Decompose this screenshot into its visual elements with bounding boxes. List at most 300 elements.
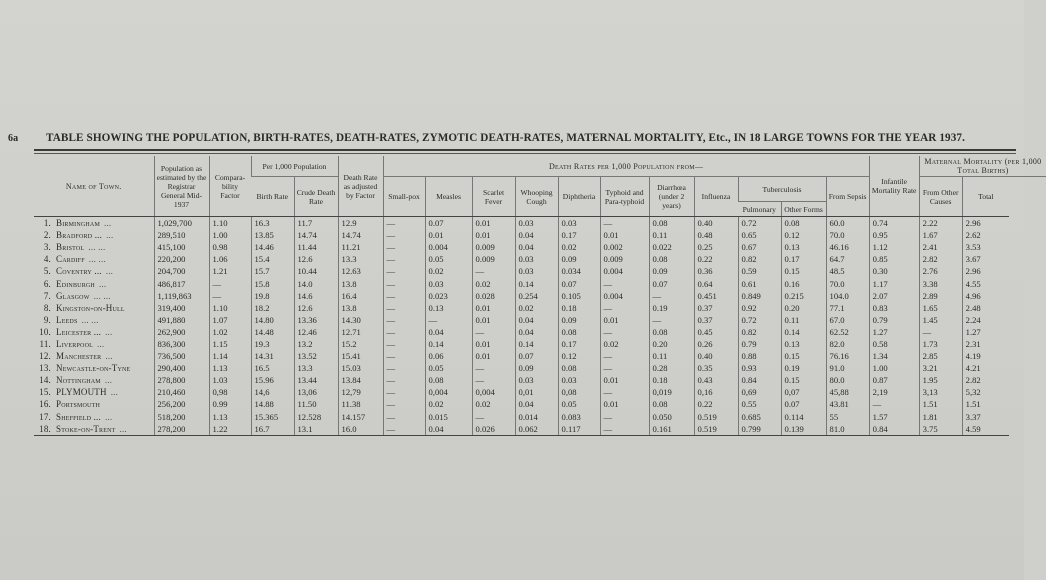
cell-typhoid: — [600,411,649,423]
cell-birth: 15.365 [251,411,294,423]
cell-birth: 15.8 [251,277,294,289]
cell-whooping: 0.04 [515,229,558,241]
cell-measles: 0.04 [425,423,472,436]
cell-factor: 1.06 [209,253,251,265]
cell-influenza: 0.64 [694,277,738,289]
cell-smallpox: — [383,265,425,277]
cell-pop: 262,900 [154,326,209,338]
cell-birth: 16.3 [251,217,294,230]
cell-crude: 14.6 [294,290,338,302]
cell-infantile: 64.7 [826,253,869,265]
leader-dots: ... [96,338,105,349]
cell-diphtheria: 0.02 [558,241,600,253]
cell-pulmonary: 0.65 [738,229,781,241]
cell-influenza: 0,16 [694,386,738,398]
cell-pop: 256,200 [154,398,209,410]
cell-sepsis: 0.95 [869,229,919,241]
cell-whooping: 0.09 [515,362,558,374]
town-name: Leeds [56,314,78,325]
cell-pulmonary: 0.685 [738,411,781,423]
cell-diphtheria: 0.09 [558,314,600,326]
cell-scarlet: — [472,411,515,423]
cell-other: 0.12 [781,229,826,241]
cell-infantile: 70.0 [826,229,869,241]
cell-whooping: 0.03 [515,253,558,265]
row-number: 9. [43,314,51,325]
town-name: Leicester ... [56,326,102,337]
cell-infantile: 77.1 [826,302,869,314]
cell-crude: 13.3 [294,362,338,374]
town-name-cell [34,302,154,314]
cell-scarlet: — [472,362,515,374]
cell-smallpox: — [383,253,425,265]
cell-other-causes: 3.21 [919,362,962,374]
row-number: 8. [43,302,51,313]
cell-sepsis: 2.07 [869,290,919,302]
row-number: 15. [39,387,51,398]
cell-diphtheria: 0.083 [558,411,600,423]
town-name: Liverpool [56,338,93,349]
leader-dots: ... [105,351,113,362]
cell-measles: 0,004 [425,386,472,398]
leader-dots: ... [119,423,127,434]
cell-whooping: 0.02 [515,302,558,314]
header-whooping: Whooping Cough [515,177,558,217]
cell-crude: 12.6 [294,253,338,265]
cell-smallpox: — [383,229,425,241]
table-row [34,241,1046,253]
cell-sepsis: 0.87 [869,374,919,386]
cell-diarrhoea: 0,019 [649,386,694,398]
cell-smallpox: — [383,374,425,386]
row-number: 11. [39,338,51,349]
header-influenza: Influenza [694,177,738,217]
cell-adjusted: 16.4 [338,290,383,302]
town-name: Cardiff [56,254,85,265]
cell-infantile: 46.16 [826,241,869,253]
cell-adjusted: 11.38 [338,398,383,410]
cell-smallpox: — [383,277,425,289]
cell-birth: 19.3 [251,338,294,350]
cell-sepsis: 0.85 [869,253,919,265]
cell-measles: 0.04 [425,326,472,338]
row-number: 1. [43,218,51,229]
cell-scarlet: 0.01 [472,338,515,350]
cell-typhoid: 0.01 [600,374,649,386]
cell-pop: 736,500 [154,350,209,362]
cell-pulmonary: 0.79 [738,338,781,350]
cell-sepsis: 0.30 [869,265,919,277]
row-number: 12. [39,351,51,362]
cell-influenza: 0.22 [694,253,738,265]
cell-typhoid: 0.009 [600,253,649,265]
header-smallpox: Small-pox [383,177,425,217]
cell-whooping: 0.03 [515,374,558,386]
cell-other: 0.20 [781,302,826,314]
cell-birth: 13.85 [251,229,294,241]
cell-scarlet: 0.02 [472,398,515,410]
cell-other: 0.139 [781,423,826,436]
cell-other: 0,07 [781,386,826,398]
cell-factor: 1.10 [209,302,251,314]
cell-adjusted: 14.30 [338,314,383,326]
cell-measles: 0.08 [425,374,472,386]
town-name-cell [34,253,154,265]
cell-diphtheria: 0,08 [558,386,600,398]
cell-factor: 0.99 [209,398,251,410]
cell-adjusted: 16.0 [338,423,383,436]
cell-whooping: 0.03 [515,217,558,230]
town-name-cell [34,398,154,410]
cell-factor: 1.07 [209,314,251,326]
cell-total: 2.82 [962,374,1009,386]
cell-birth: 18.2 [251,302,294,314]
cell-influenza: 0.519 [694,423,738,436]
cell-typhoid: — [600,277,649,289]
cell-birth: 19.8 [251,290,294,302]
cell-other: 0.17 [781,253,826,265]
row-number: 10. [39,326,51,337]
header-measles: Measles [425,177,472,217]
header-scarlet: Scarlet Fever [472,177,515,217]
cell-pop: 220,200 [154,253,209,265]
cell-whooping: 0.014 [515,411,558,423]
cell-factor: 1.13 [209,362,251,374]
cell-factor: 1.10 [209,217,251,230]
town-name-cell [34,362,154,374]
header-pulmonary: Pulmonary [738,202,781,217]
cell-crude: 12.528 [294,411,338,423]
cell-smallpox: — [383,362,425,374]
cell-typhoid: 0.02 [600,338,649,350]
cell-influenza: 0.26 [694,338,738,350]
header-total: Total [962,177,1009,217]
cell-typhoid: 0.01 [600,229,649,241]
table-row [34,229,1046,241]
cell-other-causes: 3,13 [919,386,962,398]
cell-infantile: 60.0 [826,217,869,230]
cell-diarrhoea: 0.08 [649,217,694,230]
cell-pulmonary: 0.72 [738,217,781,230]
table-row [34,265,1046,277]
leader-dots: ... [104,218,112,229]
cell-influenza: 0.40 [694,350,738,362]
cell-sepsis: 0.83 [869,302,919,314]
table-row [34,374,1046,386]
cell-infantile: 81.0 [826,423,869,436]
leader-dots: ... ... [93,290,111,301]
cell-adjusted: 12.63 [338,265,383,277]
leader-dots: ... ... [88,254,106,265]
cell-other-causes: 1.81 [919,411,962,423]
cell-diphtheria: 0.08 [558,326,600,338]
town-name-cell [34,374,154,386]
town-name: Kingston-on-Hull [56,302,125,313]
header-diphtheria: Diphtheria [558,177,600,217]
cell-diarrhoea: 0.18 [649,374,694,386]
cell-other: 0.07 [781,398,826,410]
cell-factor: — [209,290,251,302]
cell-pop: 415,100 [154,241,209,253]
town-name: Birmingham [56,218,101,229]
cell-infantile: 104.0 [826,290,869,302]
cell-total: 4.21 [962,362,1009,374]
cell-scarlet: 0,004 [472,386,515,398]
table-row [34,302,1046,314]
cell-other-causes: 2.22 [919,217,962,230]
table-row [34,398,1046,410]
cell-pop: 486,817 [154,277,209,289]
cell-whooping: 0.04 [515,326,558,338]
cell-influenza: 0.22 [694,398,738,410]
row-number: 18. [39,423,51,434]
cell-pulmonary: 0.59 [738,265,781,277]
cell-other-causes: 1.51 [919,398,962,410]
cell-pop: 210,460 [154,386,209,398]
cell-diphtheria: 0.18 [558,302,600,314]
cell-diarrhoea: 0.20 [649,338,694,350]
cell-crude: 14.0 [294,277,338,289]
cell-measles: — [425,314,472,326]
cell-scarlet: 0.009 [472,241,515,253]
cell-total: 2.31 [962,338,1009,350]
cell-sepsis: 1.17 [869,277,919,289]
town-name: Glasgow [56,290,90,301]
cell-influenza: 0.37 [694,302,738,314]
cell-scarlet: — [472,265,515,277]
header-per-1000: Per 1,000 Population [251,156,338,177]
cell-factor: 1.15 [209,338,251,350]
cell-other-causes: 1.65 [919,302,962,314]
cell-sepsis: 1.57 [869,411,919,423]
town-name-cell [34,229,154,241]
cell-birth: 15.96 [251,374,294,386]
cell-adjusted: 14.157 [338,411,383,423]
cell-whooping: 0.03 [515,265,558,277]
header-maternal-group: Maternal Mortality (per 1,000 Total Births) [919,156,1046,177]
cell-whooping: 0.07 [515,350,558,362]
cell-scarlet: 0.01 [472,302,515,314]
cell-total: 5,32 [962,386,1009,398]
cell-crude: 13.44 [294,374,338,386]
cell-measles: 0.06 [425,350,472,362]
row-number: 13. [39,363,51,374]
header-diarrhoea: Diarrhœa (under 2 years) [649,177,694,217]
cell-other: 0.15 [781,265,826,277]
cell-diarrhoea: 0.08 [649,326,694,338]
cell-total: 2.62 [962,229,1009,241]
cell-adjusted: 15.03 [338,362,383,374]
town-name-cell [34,217,154,230]
leader-dots: ... [104,375,113,386]
cell-scarlet: 0.028 [472,290,515,302]
table-row [34,386,1046,398]
cell-diarrhoea: 0.11 [649,229,694,241]
cell-total: 2.96 [962,217,1009,230]
cell-smallpox: — [383,326,425,338]
cell-scarlet: 0.026 [472,423,515,436]
cell-diphtheria: 0.105 [558,290,600,302]
town-name: Bradford ... [56,230,103,241]
cell-pulmonary: 0.67 [738,241,781,253]
row-number: 4. [43,254,51,265]
cell-other-causes: 1.67 [919,229,962,241]
cell-crude: 12.46 [294,326,338,338]
cell-smallpox: — [383,398,425,410]
cell-pulmonary: 0.88 [738,350,781,362]
row-number: 2. [43,230,51,241]
cell-scarlet: 0.01 [472,350,515,362]
table-row [34,253,1046,265]
cell-influenza: 0.43 [694,374,738,386]
cell-crude: 14.74 [294,229,338,241]
table-row [34,217,1046,230]
cell-pop: 290,400 [154,362,209,374]
cell-factor: 1.14 [209,350,251,362]
cell-pop: 518,200 [154,411,209,423]
cell-pulmonary: 0.799 [738,423,781,436]
cell-measles: 0.02 [425,265,472,277]
leader-dots: ... [106,230,114,241]
cell-total: 1.51 [962,398,1009,410]
cell-measles: 0.05 [425,253,472,265]
cell-typhoid: 0.004 [600,290,649,302]
row-number: 14. [39,375,51,386]
cell-infantile: 80.0 [826,374,869,386]
cell-total: 4.55 [962,277,1009,289]
cell-diphtheria: 0.08 [558,362,600,374]
town-name-cell [34,277,154,289]
cell-infantile: 76.16 [826,350,869,362]
cell-smallpox: — [383,302,425,314]
header-comparability: Compara-bility Factor [209,156,251,217]
cell-smallpox: — [383,290,425,302]
cell-diphtheria: 0.07 [558,277,600,289]
cell-birth: 14.46 [251,241,294,253]
cell-typhoid: — [600,350,649,362]
cell-crude: 12.6 [294,302,338,314]
cell-whooping: 0.14 [515,277,558,289]
town-name: Bristol [56,242,85,253]
cell-sepsis: 2,19 [869,386,919,398]
cell-other: 0.15 [781,374,826,386]
cell-whooping: 0.254 [515,290,558,302]
town-name-cell [34,386,154,398]
cell-whooping: 0.04 [515,398,558,410]
cell-factor: 1.21 [209,265,251,277]
cell-measles: 0.004 [425,241,472,253]
cell-diarrhoea: 0.08 [649,398,694,410]
cell-typhoid: — [600,302,649,314]
header-adjusted-death: Death Rate as adjusted by Factor [338,156,383,217]
table-row [34,350,1046,362]
town-name-cell [34,326,154,338]
town-name-cell [34,241,154,253]
header-from-other: From Other Causes [919,177,962,217]
cell-diarrhoea: 0.09 [649,265,694,277]
page-number: 6a [8,133,19,144]
cell-factor: 1.02 [209,326,251,338]
cell-pulmonary: 0.55 [738,398,781,410]
cell-typhoid: — [600,326,649,338]
town-name: Stoke-on-Trent [56,423,116,434]
cell-influenza: 0.35 [694,362,738,374]
cell-diphtheria: 0.17 [558,338,600,350]
table-row [34,338,1046,350]
cell-whooping: 0.14 [515,338,558,350]
cell-adjusted: 12.9 [338,217,383,230]
cell-pulmonary: 0.82 [738,253,781,265]
cell-diphtheria: 0.03 [558,374,600,386]
cell-pulmonary: 0.849 [738,290,781,302]
cell-pop: 319,400 [154,302,209,314]
cell-smallpox: — [383,314,425,326]
cell-pop: 289,510 [154,229,209,241]
cell-other: 0.16 [781,277,826,289]
table-body [34,217,1046,436]
cell-whooping: 0.04 [515,314,558,326]
cell-other-causes: 2.89 [919,290,962,302]
cell-whooping: 0,01 [515,386,558,398]
cell-birth: 16.5 [251,362,294,374]
top-rule [34,149,1016,151]
cell-other-causes: — [919,326,962,338]
cell-adjusted: 12.71 [338,326,383,338]
cell-sepsis: 1.00 [869,362,919,374]
cell-crude: 13.52 [294,350,338,362]
cell-pulmonary: 0,69 [738,386,781,398]
cell-birth: 14.88 [251,398,294,410]
cell-typhoid: — [600,217,649,230]
town-name: Sheffield ... [56,411,101,422]
table-title: TABLE SHOWING THE POPULATION, BIRTH-RATES, DEATH-RATES, ZYMOTIC DEATH-RATES, MATERNAL MORTALITY, Etc., IN 18 LARGE TOWNS FOR THE YEAR 1937. [46,132,966,144]
cell-measles: 0.05 [425,362,472,374]
town-name: Coventry ... [56,266,102,277]
cell-other: 0.14 [781,326,826,338]
cell-diarrhoea: 0.022 [649,241,694,253]
town-name: Newcastle-on-Tyne [56,363,131,374]
row-number: 16. [39,399,51,410]
cell-other: 0.13 [781,338,826,350]
cell-sepsis: 0.58 [869,338,919,350]
town-name-cell [34,265,154,277]
cell-other: 0.11 [781,314,826,326]
top-rule-thin [34,153,1016,154]
cell-crude: 10.44 [294,265,338,277]
cell-infantile: 48.5 [826,265,869,277]
cell-infantile: 55 [826,411,869,423]
cell-diphtheria: 0.117 [558,423,600,436]
cell-measles: 0.01 [425,229,472,241]
cell-whooping: 0.04 [515,241,558,253]
table-row [34,362,1046,374]
cell-diarrhoea: 0.19 [649,302,694,314]
cell-other: 0.13 [781,241,826,253]
cell-total: 1.27 [962,326,1009,338]
cell-diarrhoea: 0.28 [649,362,694,374]
cell-infantile: 82.0 [826,338,869,350]
cell-birth: 16.7 [251,423,294,436]
row-number: 17. [39,411,51,422]
row-number: 7. [43,290,51,301]
table-row [34,411,1046,423]
cell-influenza: 0.45 [694,326,738,338]
leader-dots: ... ... [88,242,106,253]
cell-diarrhoea: 0.161 [649,423,694,436]
cell-pulmonary: 0.93 [738,362,781,374]
cell-influenza: 0.48 [694,229,738,241]
cell-influenza: 0.451 [694,290,738,302]
